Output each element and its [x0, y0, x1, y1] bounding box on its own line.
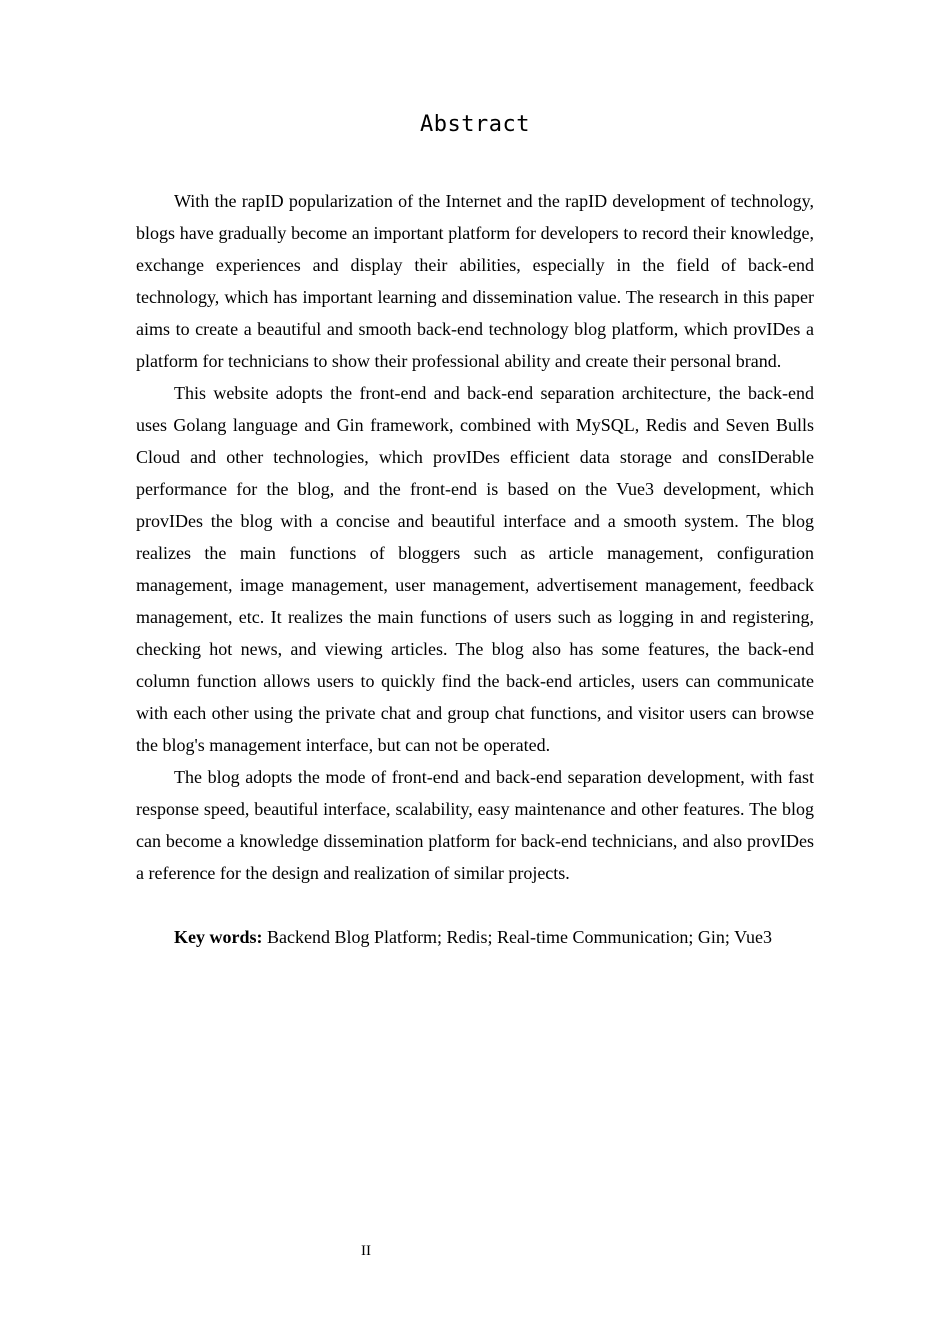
page-title: Abstract: [420, 112, 530, 137]
keywords-line: [136, 921, 814, 953]
abstract-paragraph-3: The blog adopts the mode of front-end and back-end separation development, with fast response speed, beautiful interface, scalability, easy maintenance and other features. The blog can become a knowledge dissemination platform for back-end technicians, and also provIDes a reference for the design and realization of similar projects.: [136, 767, 814, 883]
keywords-label: Key words:: [174, 927, 263, 947]
keywords-text: Backend Blog Platform; Redis; Real-time Communication; Gin; Vue3: [267, 927, 773, 947]
page-number: II: [361, 1243, 371, 1259]
abstract-paragraph-2: This website adopts the front-end and back-end separation architecture, the back-end uses Golang language and Gin framework, combined with MySQL, Redis and Seven Bulls Cloud and other technologies, which provIDes efficient data storage and consIDerable performance for the blog, and the front-end is based on the Vue3 development, which provIDes the blog with a concise and beautiful interface and a smooth system. The blog realizes the main functions of bloggers such as article management, configuration management, image management, user management, advertisement management, feedback management, etc. It realizes the main functions of users such as logging in and registering, checking hot news, and viewing articles. The blog also has some features, the back-end column function allows users to quickly find the back-end articles, users can communicate with each other using the private chat and group chat functions, and visitor users can browse the blog's management interface, but can not be operated.: [136, 383, 814, 755]
abstract-paragraph-1: With the rapID popularization of the Internet and the rapID development of technology, blogs have gradually become an important platform for developers to record their knowledge, exchange experiences and display their abilities, especially in the field of back-end technology, which has important learning and dissemination value. The research in this paper aims to create a beautiful and smooth back-end technology blog platform, which provIDes a platform for technicians to show their professional ability and create their personal brand.: [136, 191, 814, 371]
abstract-body: [136, 185, 814, 953]
